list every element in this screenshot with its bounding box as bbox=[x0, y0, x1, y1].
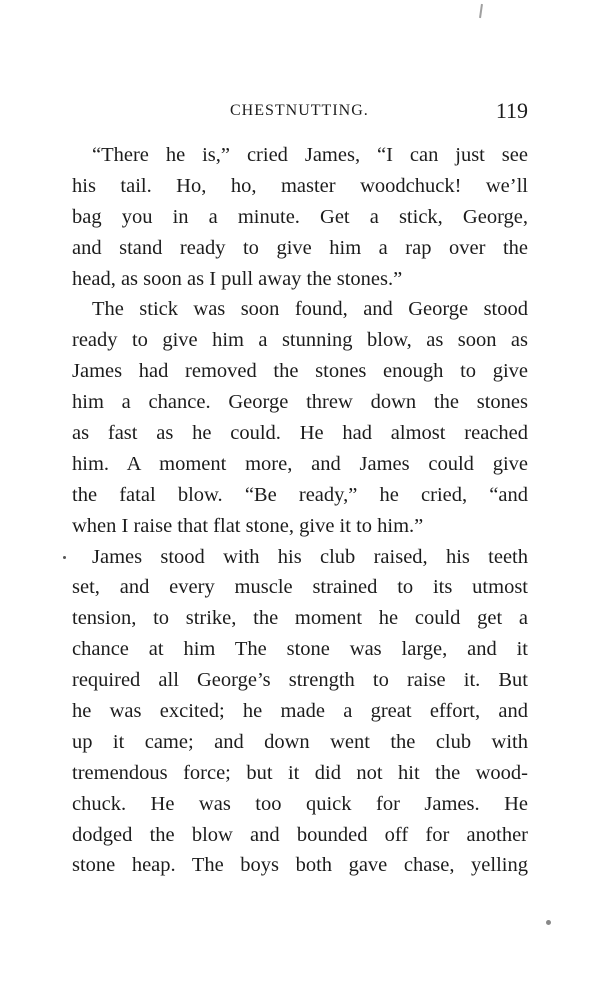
ink-speck bbox=[546, 920, 551, 925]
page-number: 119 bbox=[495, 98, 528, 123]
text-line: head, as soon as I pull away the stones.” bbox=[72, 267, 403, 290]
text-line: the fatal blow. “Be ready,” he cried, “and bbox=[72, 483, 528, 506]
body-text bbox=[72, 140, 528, 881]
text-line: him a chance. George threw down the stones bbox=[72, 391, 528, 414]
text-line: chuck. He was too quick for James. He bbox=[72, 792, 528, 815]
text-line: up it came; and down went the club with bbox=[72, 730, 528, 753]
ink-mark bbox=[479, 4, 483, 18]
text-line: dodged the blow and bounded off for another bbox=[72, 823, 528, 846]
text-line: and stand ready to give him a rap over the bbox=[72, 236, 528, 259]
text-line: him. A moment more, and James could give bbox=[72, 452, 528, 475]
text-line: “There he is,” cried James, “I can just see bbox=[92, 144, 528, 166]
text-line: when I raise that flat stone, give it to him.” bbox=[72, 514, 424, 537]
text-line: tension, to strike, the moment he could get a bbox=[72, 607, 528, 630]
text-line: his tail. Ho, ho, master woodchuck! we’ll bbox=[72, 174, 528, 197]
text-line: The stick was soon found, and George stood bbox=[92, 298, 528, 321]
page-header bbox=[72, 98, 528, 128]
text-line: ready to give him a stunning blow, as soon as bbox=[72, 329, 528, 352]
text-line: chance at him The stone was large, and it bbox=[72, 638, 528, 661]
text-line: as fast as he could. He had almost reached bbox=[72, 422, 528, 445]
running-head: CHESTNUTTING. bbox=[230, 102, 369, 119]
text-line: tremendous force; but it did not hit the wood- bbox=[72, 761, 528, 784]
text-line: James had removed the stones enough to give bbox=[72, 360, 528, 383]
ink-speck bbox=[63, 556, 66, 559]
text-line: required all George’s strength to raise it. But bbox=[72, 669, 528, 692]
text-line: James stood with his club raised, his teeth bbox=[92, 545, 528, 568]
text-line: bag you in a minute. Get a stick, George, bbox=[72, 205, 528, 228]
text-line: stone heap. The boys both gave chase, yelling bbox=[72, 854, 528, 877]
text-line: he was excited; he made a great effort, and bbox=[72, 700, 528, 723]
text-line: set, and every muscle strained to its utmost bbox=[72, 576, 528, 599]
